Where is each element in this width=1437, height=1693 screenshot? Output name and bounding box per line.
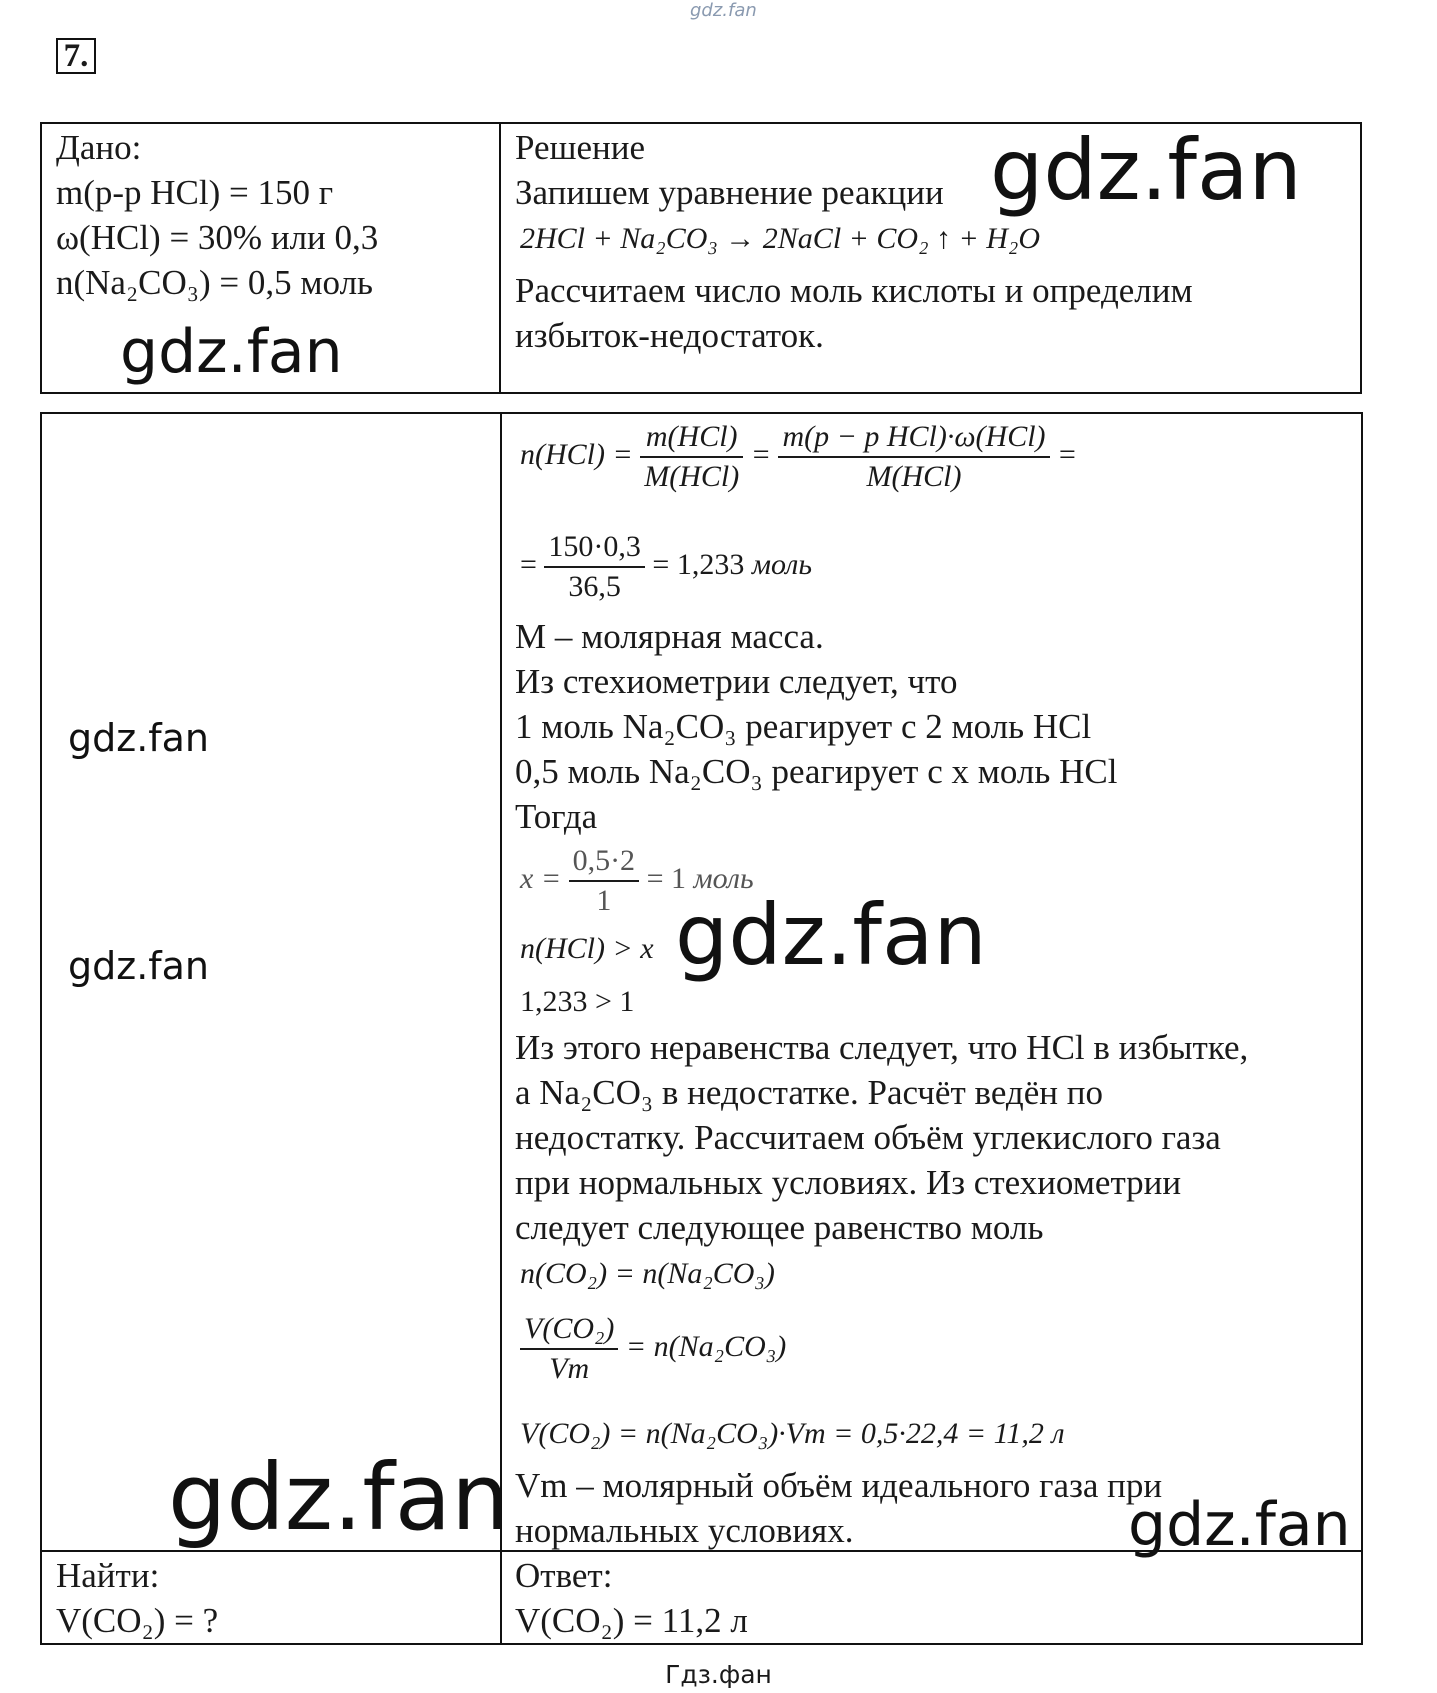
- f3-result: = 1: [646, 861, 686, 895]
- formula-compare: n(HCl) > x: [520, 932, 654, 965]
- body-line: 1 моль Na₂CO₃ реагирует с 2 моль HCl: [515, 707, 1092, 746]
- watermark: gdz.fan: [68, 716, 210, 760]
- given-line: m(р-р HCl) = 150 г: [56, 173, 334, 212]
- formula-volume: [520, 1415, 1065, 1453]
- watermark: gdz.fan: [1128, 1490, 1351, 1560]
- f1-num2: m(p − p HCl)·ω(HCl): [778, 418, 1049, 458]
- solution-line: Запишем уравнение реакции: [515, 173, 944, 212]
- f2-start: =: [520, 547, 537, 581]
- formula-mole-equality: n(CO₂) = n(Na₂CO₃): [520, 1257, 775, 1290]
- body-line: Тогда: [515, 797, 598, 836]
- f3-num: 0,5·2: [569, 842, 640, 882]
- conclusion-line: следует следующее равенство моль: [515, 1208, 1044, 1247]
- conclusion-line: а Na₂CO₃ в недостатке. Расчёт ведён по: [515, 1073, 1103, 1112]
- formula-moles-value: [520, 528, 812, 606]
- body-line: M – молярная масса.: [515, 617, 824, 656]
- vm-line: Vm – молярный объём идеального газа при: [515, 1466, 1163, 1505]
- body-line: Из стехиометрии следует, что: [515, 662, 958, 701]
- f8-unit: л: [1051, 1417, 1065, 1450]
- body-line: 0,5 моль Na₂CO₃ реагирует с x моль HCl: [515, 752, 1118, 791]
- site-watermark-top: gdz.fan: [690, 0, 757, 21]
- formula-compare-values: 1,233 > 1: [520, 985, 635, 1018]
- reaction-equation: 2HCl + Na₂CO₃ → 2NaCl + CO₂ ↑ + H₂O: [520, 222, 1041, 255]
- formula-volume-ratio: [520, 1310, 786, 1388]
- conclusion-line: Из этого неравенства следует, что HCl в избытке,: [515, 1028, 1249, 1067]
- f7-den: Vm: [549, 1352, 590, 1385]
- f2-num: 150·0,3: [544, 528, 645, 568]
- vm-line: нормальных условиях.: [515, 1511, 854, 1550]
- footer-site-name: Гдз.фан: [665, 1660, 772, 1689]
- watermark: gdz.fan: [168, 1444, 510, 1551]
- conclusion-line: при нормальных условиях. Из стехиометрии: [515, 1163, 1182, 1202]
- f3-lhs: x =: [520, 861, 562, 895]
- given-title: Дано:: [56, 128, 142, 167]
- solution-line: избыток-недостаток.: [515, 316, 824, 355]
- formula-moles-hcl: [520, 418, 1077, 496]
- given-line: n(Na₂CO₃) = 0,5 моль: [56, 263, 373, 302]
- f1-eq: =: [750, 437, 771, 471]
- answer-value: V(CO₂) = 11,2 л: [515, 1601, 748, 1640]
- conclusion-line: недостатку. Рассчитаем объём углекислого газа: [515, 1118, 1221, 1157]
- f1-end: =: [1057, 437, 1078, 471]
- answer-title: Ответ:: [515, 1556, 613, 1595]
- watermark: gdz.fan: [68, 944, 210, 988]
- f2-result: = 1,233: [652, 547, 745, 581]
- solution-title: Решение: [515, 128, 646, 167]
- find-title: Найти:: [56, 1556, 160, 1595]
- f3-unit: моль: [693, 861, 754, 895]
- f1-den1: M(HCl): [644, 460, 740, 493]
- f3-den: 1: [596, 884, 612, 917]
- f2-unit: моль: [751, 547, 812, 581]
- watermark: gdz.fan: [675, 886, 987, 984]
- f1-lhs: n(HCl) =: [520, 437, 633, 471]
- find-value: V(CO₂) = ?: [56, 1601, 219, 1640]
- solution-line: Рассчитаем число моль кислоты и определим: [515, 271, 1193, 310]
- f1-num1: m(HCl): [640, 418, 743, 458]
- f2-den: 36,5: [568, 570, 621, 603]
- f7-rhs: = n(Na₂CO₃): [625, 1329, 787, 1363]
- given-line: ω(HCl) = 30% или 0,3: [56, 218, 379, 257]
- table1-divider: [499, 122, 501, 394]
- f1-den2: M(HCl): [866, 460, 962, 493]
- problem-number: 7.: [56, 38, 96, 74]
- watermark: gdz.fan: [120, 317, 343, 387]
- f7-num: V(CO₂): [520, 1310, 618, 1350]
- watermark: gdz.fan: [990, 121, 1302, 219]
- f8: V(CO₂) = n(Na₂CO₃)·Vm = 0,5·22,4 = 11,2: [520, 1417, 1044, 1450]
